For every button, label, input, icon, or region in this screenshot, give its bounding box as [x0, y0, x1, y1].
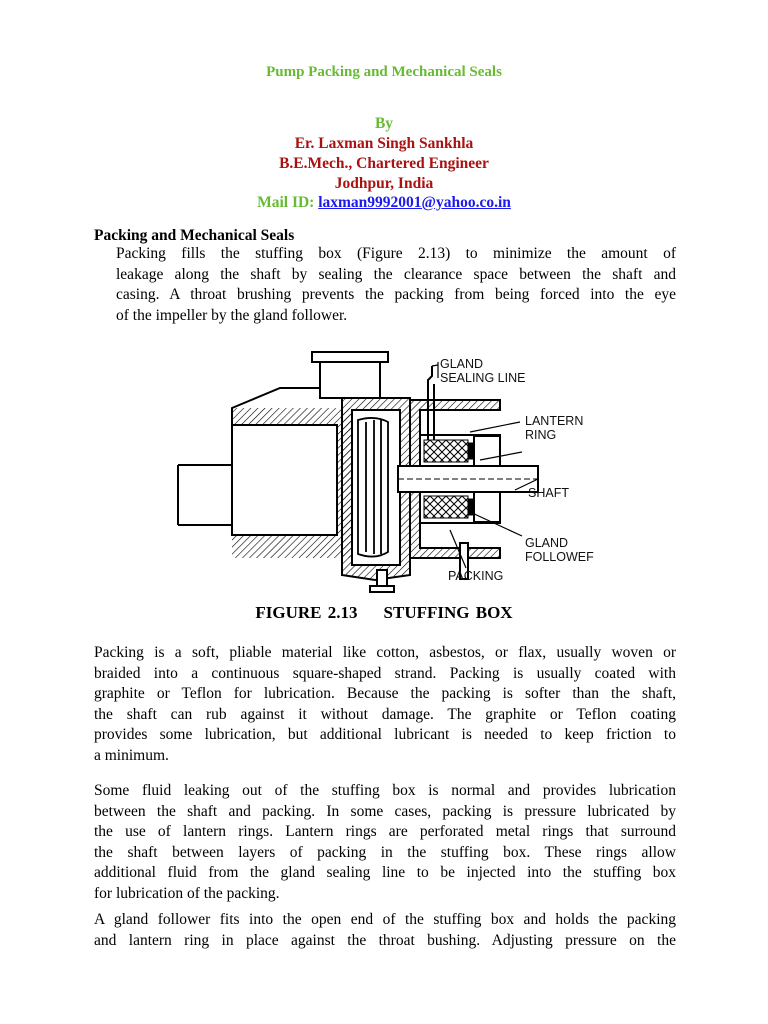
paragraph-line: braided into a continuous square-shaped strand. Packing is usually coated with [94, 664, 676, 682]
paragraph-4 [94, 910, 676, 951]
paragraph-line: leakage along the shaft by sealing the clearance space between the shaft and [116, 265, 676, 283]
stuffing-box-figure [170, 340, 600, 600]
label-lantern: LANTERN [525, 414, 584, 428]
paragraph-line: additional fluid from the gland sealing line to be injected into the stuffing box [94, 864, 676, 881]
paragraph-line: Packing is a soft, pliable material like cotton, asbestos, or flax, usually woven or [94, 644, 676, 661]
label-ring: RING [525, 428, 557, 442]
paragraph-line: the shaft can rub against it without damage. The graphite or Teflon coating [94, 705, 676, 723]
paragraph-line: casing. A throat brushing prevents the packing from being forced into the eye [116, 286, 676, 303]
label-shaft: SHAFT [528, 486, 569, 500]
paragraph-line: a minimum. [94, 746, 169, 764]
paragraph-line: and lantern ring in place against the throat bushing. Adjusting pressure on the [94, 931, 676, 949]
paragraph-line: A gland follower fits into the open end of the stuffing box and holds the packing [94, 911, 676, 928]
byline-by: By [374, 115, 394, 132]
suction-nozzle [178, 388, 352, 558]
mail-line [0, 193, 768, 214]
label-follower: FOLLOWEF [525, 550, 594, 564]
caption-text: STUFFING BOX [383, 603, 513, 622]
document-title: Pump Packing and Mechanical Seals [266, 64, 502, 80]
author-name: Er. Laxman Singh Sankhla [294, 135, 474, 152]
mail-label: Mail ID: [257, 194, 315, 211]
stuffing-box-drawing [170, 340, 600, 600]
label-packing: PACKING [448, 569, 504, 583]
paragraph-line: for lubrication of the packing. [94, 884, 280, 902]
author-location: Jodhpur, India [334, 175, 434, 192]
figure-caption [0, 603, 768, 623]
paragraph-2 [94, 643, 676, 766]
shaft [398, 466, 538, 492]
paragraph-1 [94, 244, 676, 326]
paragraph-line: provides some lubrication, but additional lubricant is needed to keep friction to [94, 726, 676, 743]
label-gland-2: GLAND [525, 536, 569, 550]
paragraph-line: of the impeller by the gland follower. [116, 306, 348, 324]
paragraph-3 [94, 781, 676, 904]
label-sealing-line: SEALING LINE [440, 371, 526, 385]
paragraph-line: Some fluid leaking out of the stuffing box is normal and provides lubrication [94, 782, 676, 799]
paragraph-line: between the shaft and packing. In some cases, packing is pressure lubricated by [94, 802, 676, 820]
impeller [358, 418, 388, 557]
paragraph-line: Packing fills the stuffing box (Figure 2.13) to minimize the amount of [116, 245, 676, 262]
discharge-flange [312, 352, 388, 398]
paragraph-line: the use of lantern rings. Lantern rings are perforated metal rings that surround [94, 823, 676, 840]
paragraph-line: graphite or Teflon for lubrication. Because the packing is softer than the shaft, [94, 685, 676, 702]
author-qualifications: B.E.Mech., Chartered Engineer [279, 155, 489, 172]
paragraph-line: the shaft between layers of packing in the stuffing box. These rings allow [94, 843, 676, 861]
mail-link[interactable]: laxman9992001@yahoo.co.in [318, 194, 511, 211]
caption-number: FIGURE 2.13 [255, 603, 358, 622]
section-heading: Packing and Mechanical Seals [94, 227, 295, 244]
label-gland: GLAND [440, 357, 484, 371]
